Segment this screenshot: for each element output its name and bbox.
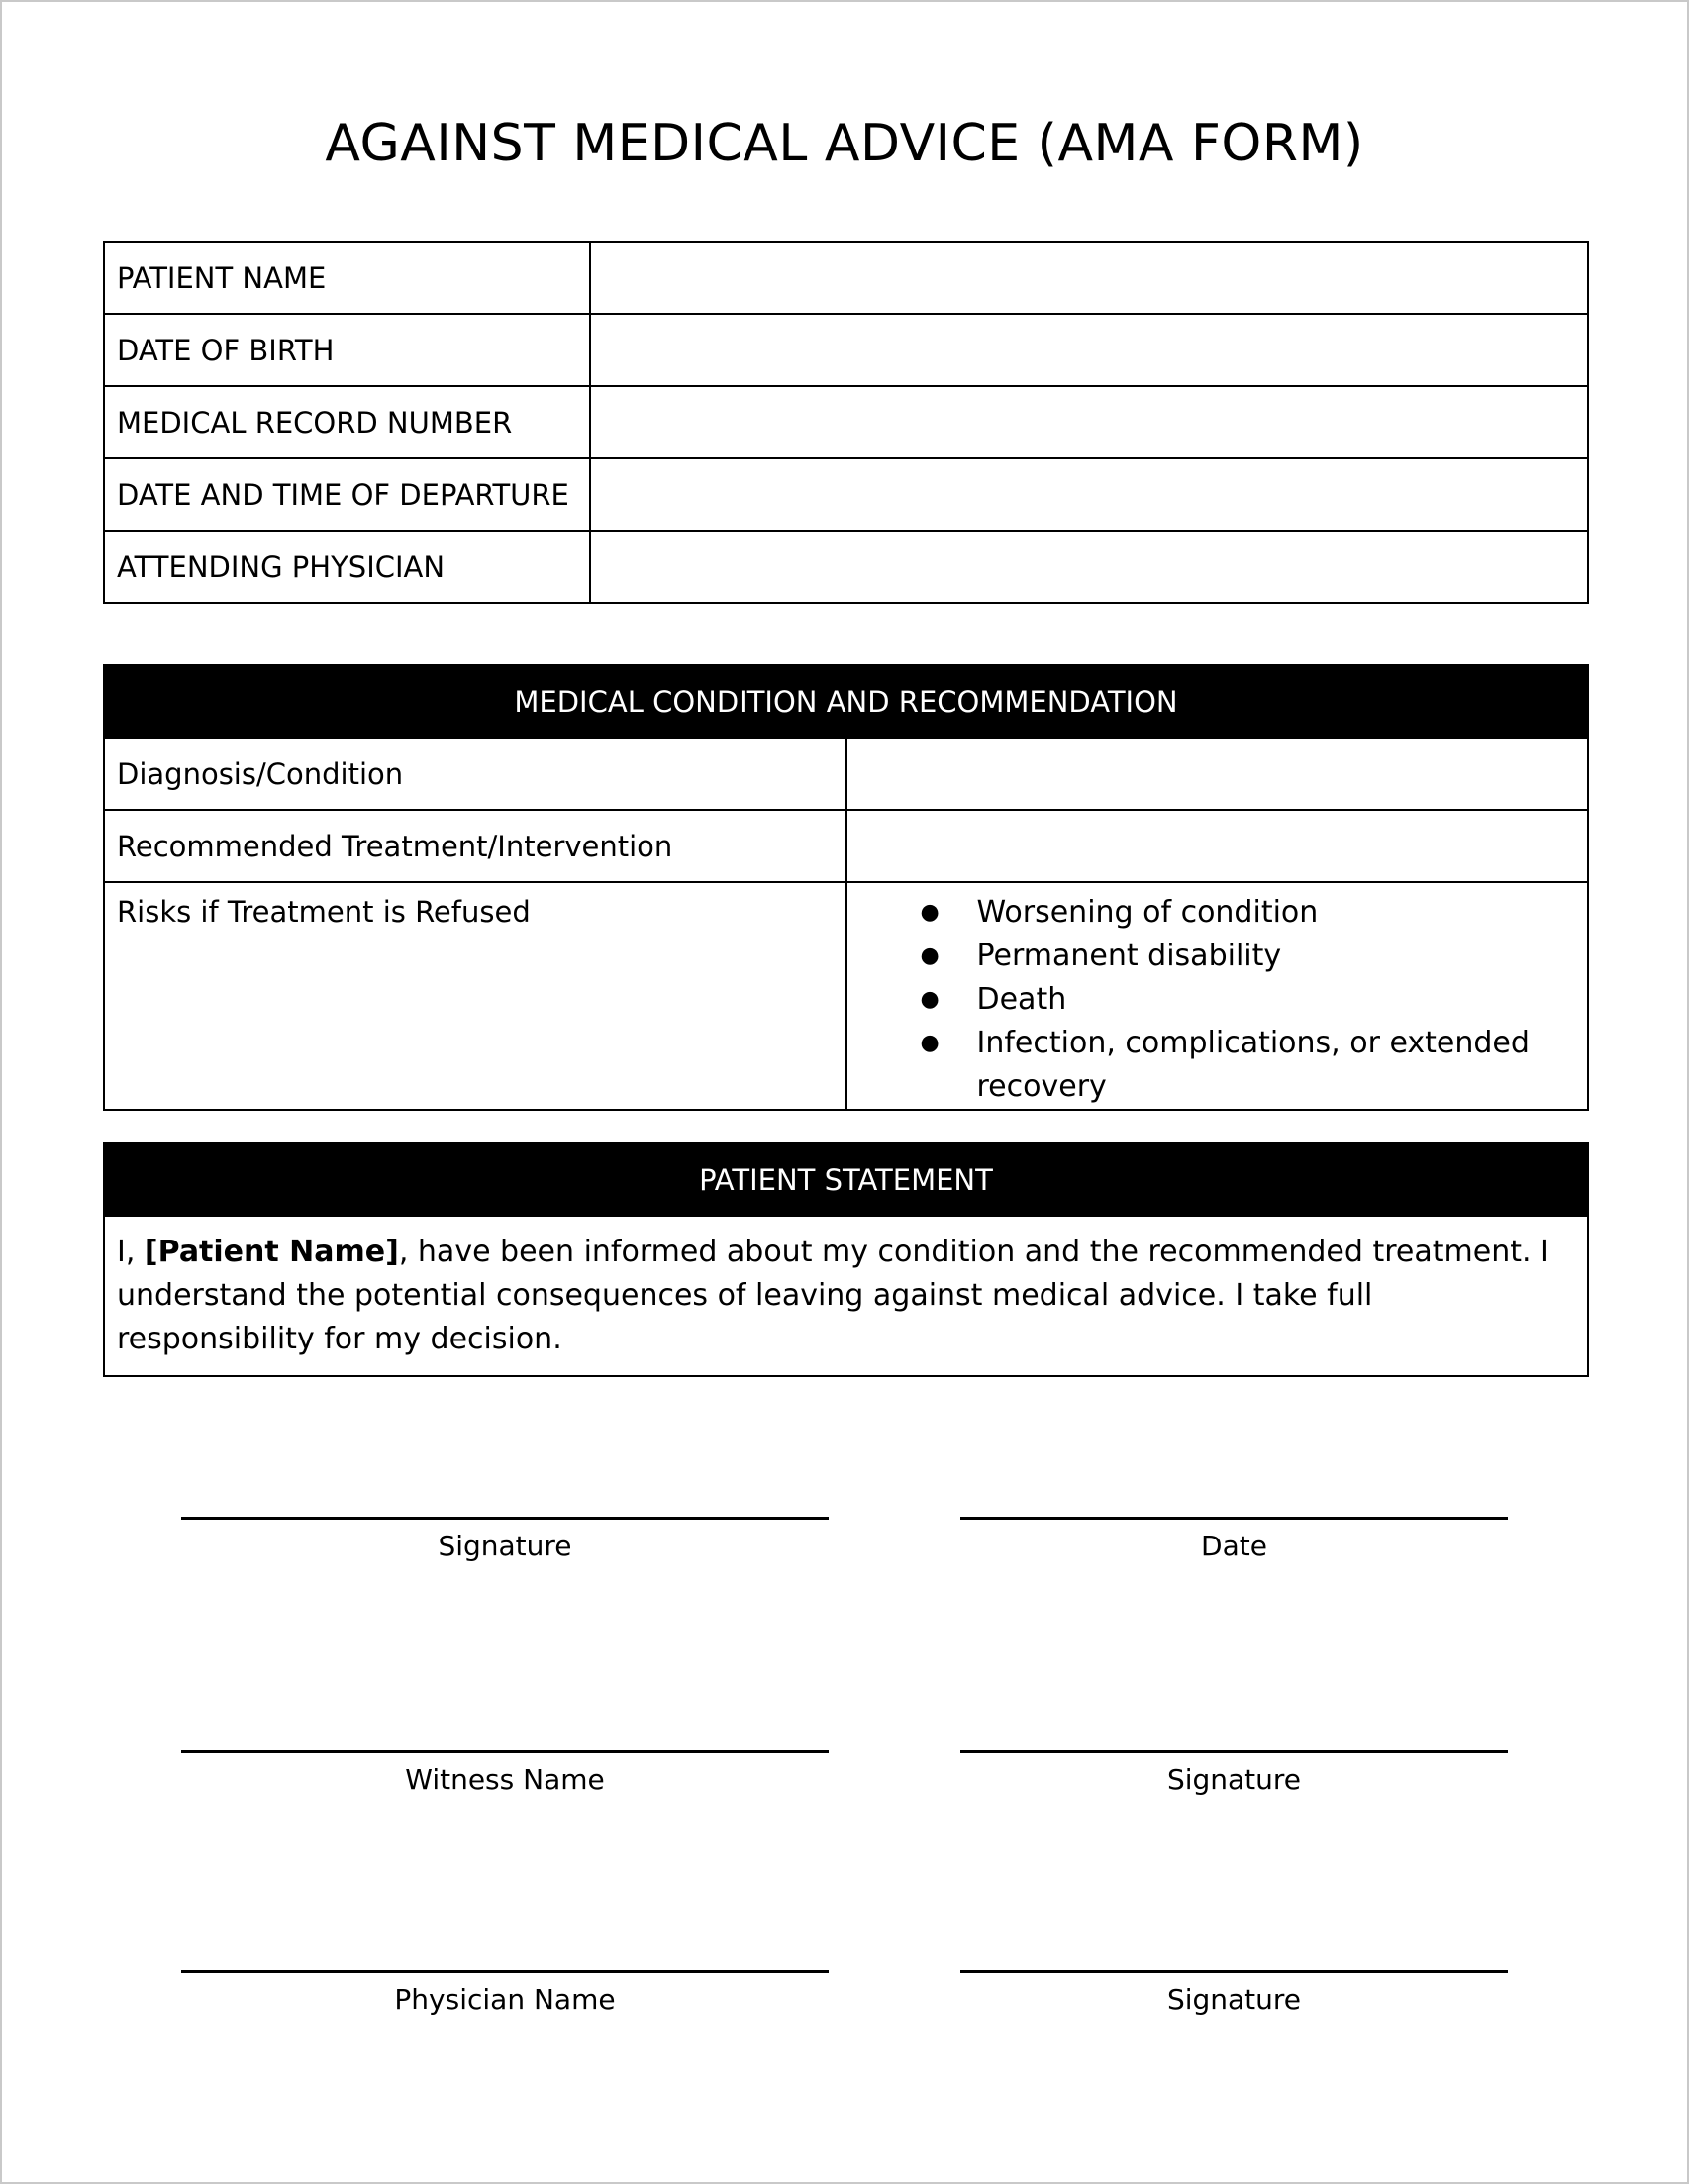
table-row <box>104 738 1588 810</box>
physician-name-line[interactable] <box>181 1970 829 1973</box>
medical-condition-table <box>103 664 1589 1111</box>
table-row <box>104 1216 1588 1376</box>
bullet-icon: ● <box>920 900 940 925</box>
departure-datetime-field[interactable] <box>590 458 1588 531</box>
statement-prefix: I, <box>117 1235 145 1269</box>
physician-signature-line[interactable] <box>960 1970 1508 1973</box>
patient-name-placeholder: [Patient Name] <box>144 1235 399 1269</box>
risk-text: Infection, complications, or extended recovery <box>976 1026 1530 1104</box>
medical-record-number-label: MEDICAL RECORD NUMBER <box>104 386 590 458</box>
section-header-row <box>104 1143 1588 1216</box>
recommended-treatment-field[interactable] <box>846 810 1589 882</box>
statement-body: , have been informed about my condition and the recommended treatment. I understand the potential consequences of leaving against medical advice. I take full responsibility for my decision. <box>117 1235 1549 1356</box>
table-row <box>104 458 1588 531</box>
form-title: AGAINST MEDICAL ADVICE (AMA FORM) <box>325 114 1364 173</box>
table-row <box>104 531 1588 603</box>
attending-physician-label: ATTENDING PHYSICIAN <box>104 531 590 603</box>
section-header-row <box>104 665 1588 738</box>
diagnosis-label: Diagnosis/Condition <box>104 738 846 810</box>
date-of-birth-field[interactable] <box>590 314 1588 386</box>
date-block <box>960 1517 1508 1562</box>
list-item <box>921 891 1576 935</box>
patient-signature-line[interactable] <box>181 1517 829 1520</box>
departure-datetime-label: DATE AND TIME OF DEPARTURE <box>104 458 590 531</box>
date-of-birth-label: DATE OF BIRTH <box>104 314 590 386</box>
physician-signature-label: Signature <box>1166 1983 1302 2016</box>
medical-record-number-field[interactable] <box>590 386 1588 458</box>
recommended-treatment-label: Recommended Treatment/Intervention <box>104 810 846 882</box>
table-row <box>104 386 1588 458</box>
risks-list <box>859 891 1576 1109</box>
physician-name-block <box>181 1970 829 2016</box>
risks-cell <box>846 882 1589 1110</box>
table-row <box>104 314 1588 386</box>
diagnosis-field[interactable] <box>846 738 1589 810</box>
list-item <box>921 935 1576 978</box>
patient-name-field[interactable] <box>590 242 1588 314</box>
patient-info-table <box>103 241 1589 604</box>
witness-name-block <box>181 1750 829 1796</box>
date-label: Date <box>1201 1530 1267 1562</box>
witness-signature-label: Signature <box>1166 1763 1302 1796</box>
list-item <box>921 978 1576 1022</box>
physician-name-label: Physician Name <box>394 1983 616 2016</box>
patient-statement-heading: PATIENT STATEMENT <box>104 1143 1588 1216</box>
patient-statement-table <box>103 1142 1589 1377</box>
table-row <box>104 242 1588 314</box>
witness-name-line[interactable] <box>181 1750 829 1753</box>
patient-name-label: PATIENT NAME <box>104 242 590 314</box>
bullet-icon: ● <box>920 1031 940 1055</box>
witness-signature-block <box>960 1750 1508 1796</box>
physician-signature-block <box>960 1970 1508 2016</box>
attending-physician-field[interactable] <box>590 531 1588 603</box>
risk-text: Permanent disability <box>976 939 1282 973</box>
patient-signature-label: Signature <box>438 1530 572 1562</box>
risk-text: Worsening of condition <box>976 895 1319 930</box>
witness-signature-line[interactable] <box>960 1750 1508 1753</box>
risks-label: Risks if Treatment is Refused <box>104 882 846 1110</box>
table-row <box>104 882 1588 1110</box>
bullet-icon: ● <box>920 943 940 968</box>
patient-statement-text <box>104 1216 1588 1376</box>
bullet-icon: ● <box>920 987 940 1012</box>
list-item <box>921 1022 1576 1109</box>
risk-text: Death <box>976 982 1067 1017</box>
date-line[interactable] <box>960 1517 1508 1520</box>
patient-signature-block <box>181 1517 829 1562</box>
medical-condition-heading: MEDICAL CONDITION AND RECOMMENDATION <box>104 665 1588 738</box>
witness-name-label: Witness Name <box>405 1763 605 1796</box>
table-row <box>104 810 1588 882</box>
